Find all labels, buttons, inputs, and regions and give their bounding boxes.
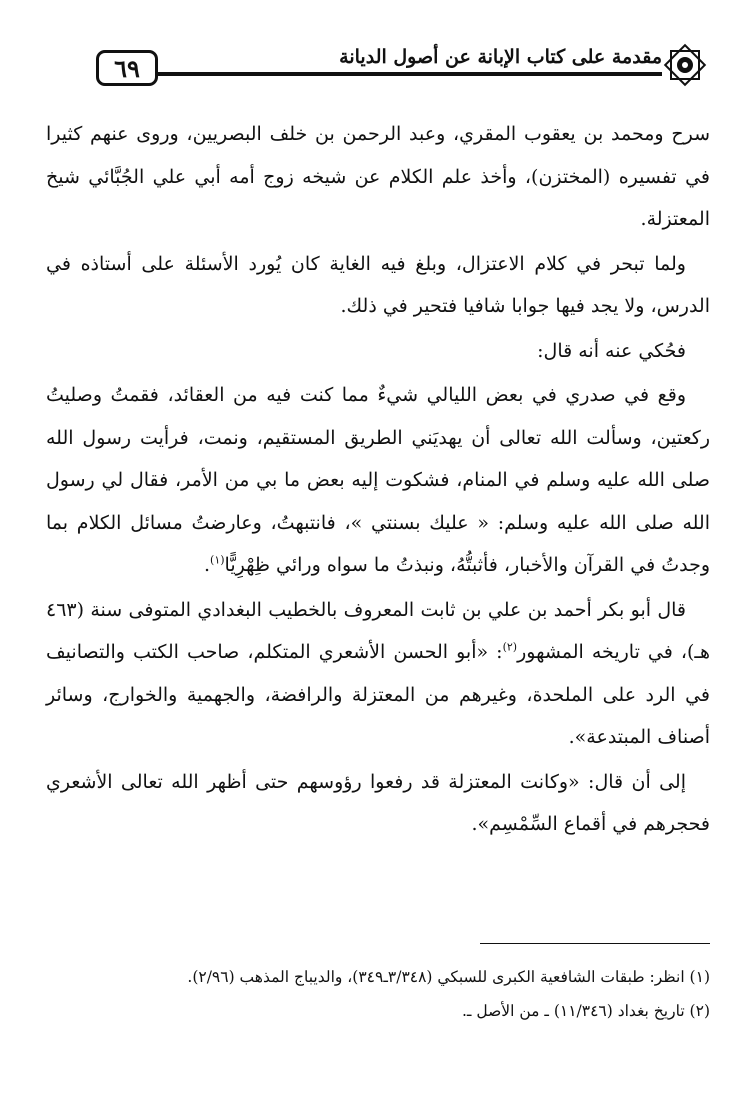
- footnote-ref: (٢): [502, 640, 518, 654]
- footnote-divider: [480, 943, 710, 944]
- footnote: (١) انظر: طبقات الشافعية الكبرى للسبكي (٣/٣٤٨ـ٣٤٩)، والديباج المذهب (٢/٩٦).: [187, 968, 710, 986]
- page-number: ٦٩: [96, 50, 158, 86]
- flower-ornament-icon: [662, 42, 708, 88]
- body-text: [46, 113, 710, 848]
- paragraph: ولما تبحر في كلام الاعتزال، وبلغ فيه الغاية كان يُورد الأسئلة على أستاذه في الدرس، ولا يجد فيها جوابا شافيا فتحير في ذلك.: [46, 252, 710, 317]
- paragraph: فحُكي عنه أنه قال:: [537, 339, 686, 362]
- page-header: [96, 40, 708, 100]
- footnotes: [46, 960, 710, 1028]
- paragraph: سرح ومحمد بن يعقوب المقري، وعبد الرحمن بن خلف البصريين، وروى عنهم كثيرا في تفسيره (المختزن)، وأخذ علم الكلام عن شيخه زوج أمه أبي علي الجُبَّائي شيخ المعتزلة.: [46, 123, 710, 230]
- running-title: مقدمة على كتاب الإبانة عن أصول الديانة: [339, 46, 662, 68]
- paragraph: [46, 589, 710, 759]
- header-rule: [158, 72, 662, 76]
- quote-text: وقع في صدري في بعض الليالي شيءٌ مما كنت فيه من العقائد، فقمتُ وصليتُ ركعتين، وسألت الله تعالى أن يهديَني الطريق المستقيم، ونمت، فرأيت رسول الله صلى الله عليه وسلم في المنام، فشكوت إليه بعض ما بي من الأمر، فقال لي رسول الله صلى الله عليه وسلم: « عليك بسنتي »، فانتبهتُ، وعارضتُ مسائل الكلام بما وجدتُ في القرآن والأخبار، فأثبتُّهُ، ونبذتُ ما سواه ورائي ظِهْرِيًّا: [46, 384, 710, 576]
- paragraph: إلى أن قال: «وكانت المعتزلة قد رفعوا رؤوسهم حتى أظهر الله تعالى الأشعري فحجرهم في أقماع السِّمْسِم».: [46, 770, 710, 835]
- footnote: (٢) تاريخ بغداد (١١/٣٤٦) ـ من الأصل ـ.: [461, 1002, 710, 1020]
- footnote-ref: (١): [210, 553, 225, 567]
- paragraph-text: : «أبو الحسن الأشعري المتكلم، صاحب الكتب والتصانيف في الرد على الملحدة، وغيرهم من المعتزلة والرافضة، والجهمية والخوارج، وسائر أصناف المبتدعة».: [46, 641, 710, 748]
- paragraph-text: قال أبو بكر أحمد بن علي بن ثابت المعروف بالخطيب البغدادي المتوفى سنة (٤٦٣ هـ)، في تاريخه المشهور: [46, 598, 710, 663]
- paragraph: وقع في صدري في بعض الليالي شيءٌ مما كنت فيه من العقائد، فقمتُ وصليتُ ركعتين، وسألت الله تعالى أن يهديَني الطريق المستقيم، ونمت، فرأيت رسول الله صلى الله عليه وسلم في المنام، فشكوت إليه بعض ما بي من الأمر، فقال لي رسول الله صلى الله عليه وسلم: « عليك بسنتي »، فانتبهتُ، وعارضتُ مسائل الكلام بما وجدتُ في القرآن والأخبار، فأثبتُّهُ، ونبذتُ ما سواه ورائي ظِهْرِيًّا$^{(١)}$.: [46, 384, 710, 576]
